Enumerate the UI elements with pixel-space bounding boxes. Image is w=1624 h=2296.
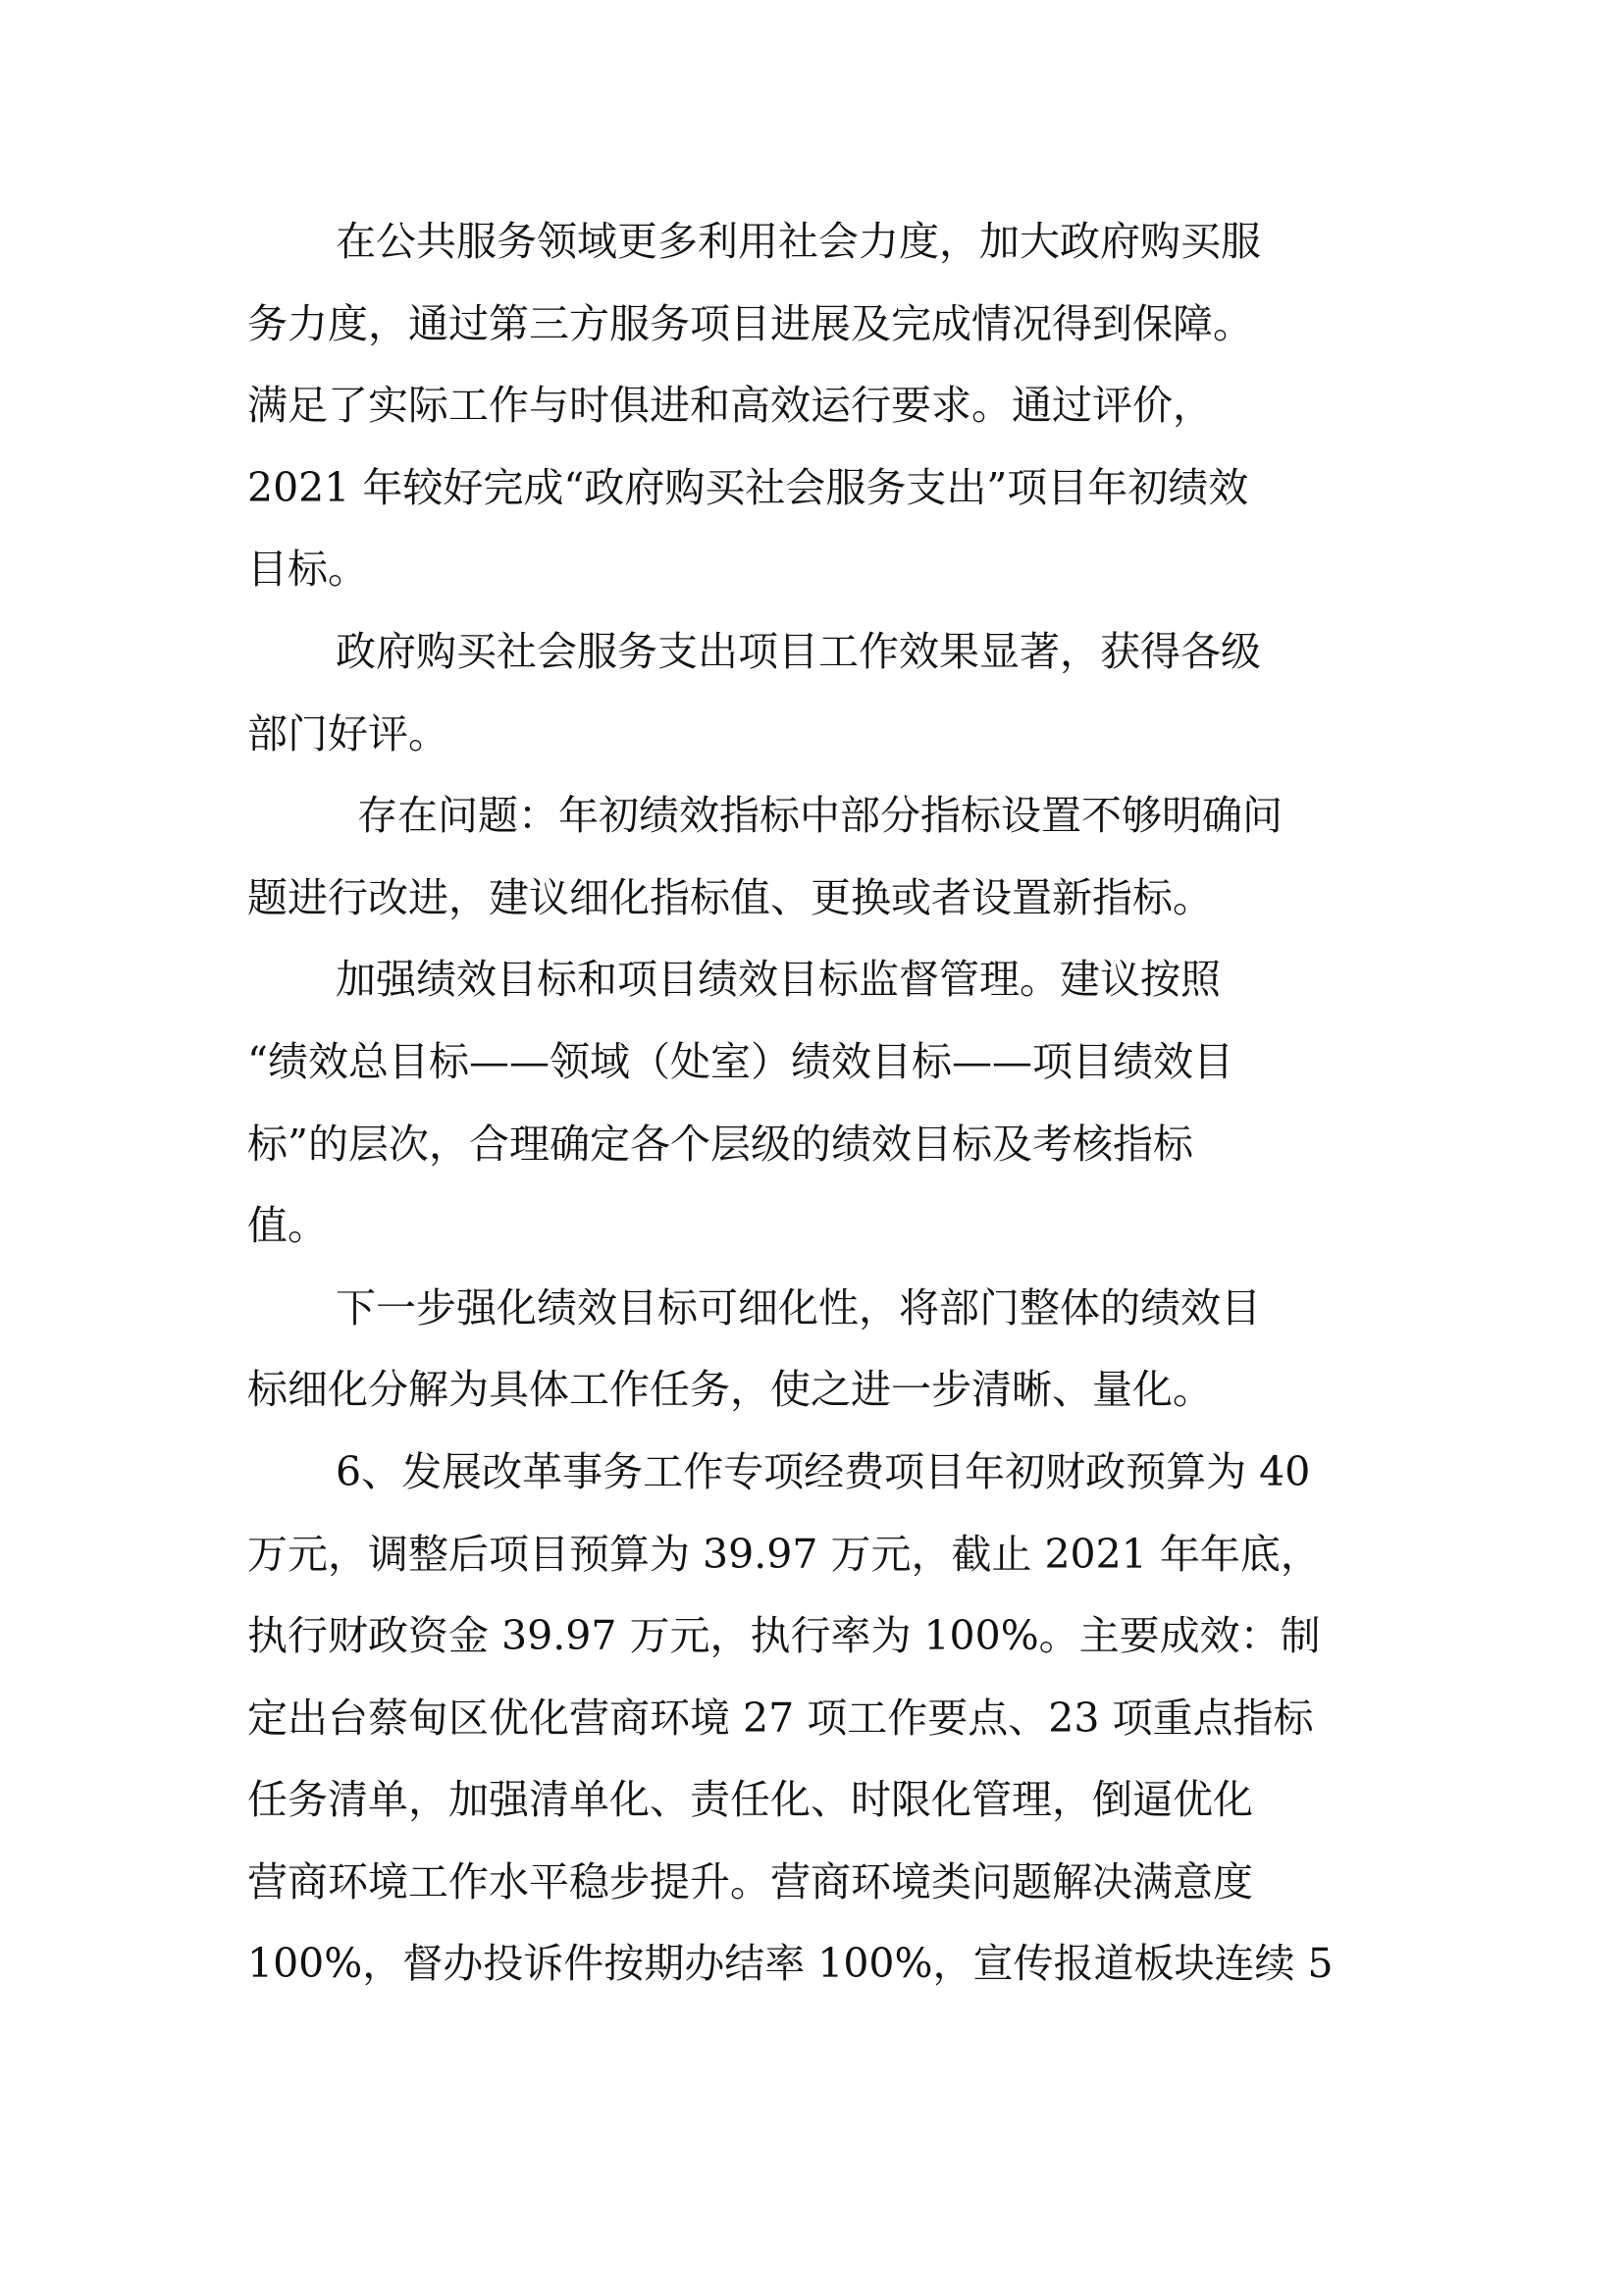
text-line: 万元，调整后项目预算为 39.97 万元，截止 2021 年年底， xyxy=(247,1530,1321,1578)
text-line: 2021 年较好完成“政府购买社会服务支出”项目年初绩效 xyxy=(247,463,1249,511)
text-line: 任务清单，加强清单化、责任化、时限化管理，倒逼优化 xyxy=(247,1776,1253,1824)
document-body xyxy=(247,201,1386,2006)
paragraph-next-step xyxy=(247,1268,1386,1432)
text-line: 题进行改进，建议细化指标值、更换或者设置新指标。 xyxy=(247,873,1213,921)
text-line: 6、发展改革事务工作专项经费项目年初财政预算为 40 xyxy=(336,1447,1311,1495)
text-line: 下一步强化绩效目标可细化性，将部门整体的绩效目 xyxy=(336,1283,1261,1331)
text-line: 100%，督办投诉件按期办结率 100%，宣传报道板块连续 5 xyxy=(247,1940,1334,1988)
paragraph-supervision xyxy=(247,939,1386,1267)
text-line: 标细化分解为具体工作任务，使之进一步清晰、量化。 xyxy=(247,1366,1213,1414)
paragraph-effect xyxy=(247,611,1386,775)
text-line: 务力度，通过第三方服务项目进展及完成情况得到保障。 xyxy=(247,299,1253,347)
text-line: 目标。 xyxy=(247,546,368,594)
text-line: 满足了实际工作与时俱进和高效运行要求。通过评价， xyxy=(247,382,1213,430)
text-line: 标”的层次，合理确定各个层级的绩效目标及考核指标 xyxy=(247,1120,1193,1168)
text-line: “绩效总目标——领域（处室）绩效目标——项目绩效目 xyxy=(247,1037,1233,1085)
text-line: 执行财政资金 39.97 万元，执行率为 100%。主要成效：制 xyxy=(247,1612,1321,1660)
paragraph-problems xyxy=(247,775,1386,939)
text-line: 值。 xyxy=(247,1202,328,1250)
text-line: 部门好评。 xyxy=(247,709,448,757)
text-line: 营商环境工作水平稳步提升。营商环境类问题解决满意度 xyxy=(247,1857,1253,1905)
text-line: 政府购买社会服务支出项目工作效果显著，获得各级 xyxy=(336,627,1261,675)
text-line: 定出台蔡甸区优化营商环境 27 项工作要点、23 项重点指标 xyxy=(247,1694,1314,1742)
text-line: 存在问题：年初绩效指标中部分指标设置不够明确问 xyxy=(357,792,1283,840)
paragraph-item-6 xyxy=(247,1432,1386,2006)
text-line: 加强绩效目标和项目绩效目标监督管理。建议按照 xyxy=(336,956,1221,1004)
text-line: 在公共服务领域更多利用社会力度，加大政府购买服 xyxy=(336,218,1261,265)
paragraph-public-service xyxy=(247,201,1386,611)
